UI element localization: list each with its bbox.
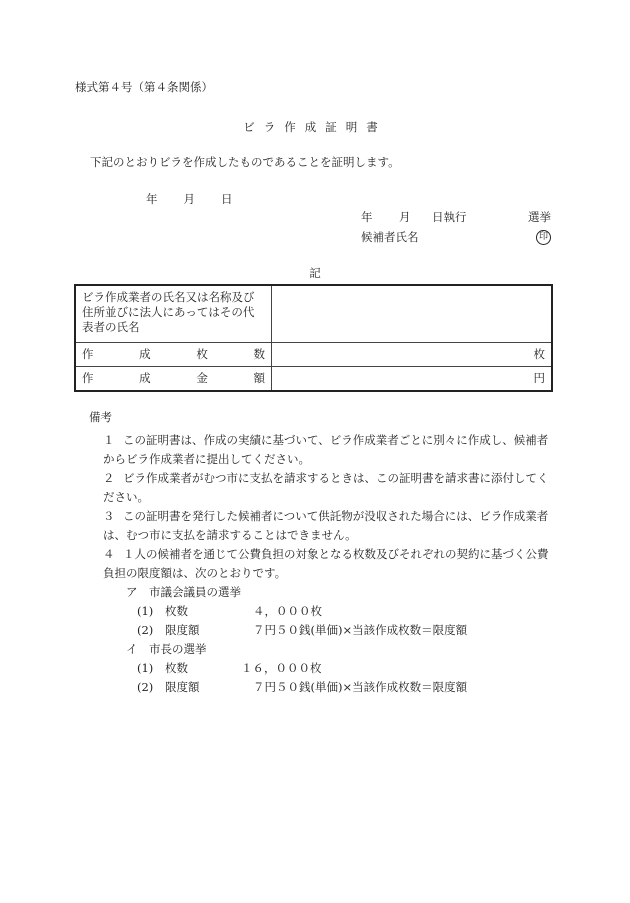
item-value: １６，０００枚 [241, 661, 322, 675]
table-row [75, 367, 552, 392]
note-text: １人の候補者を通じて公費負担の対象となる枚数及びそれぞれの契約に基づく公費負担の限度額は、次のとおりです。 [103, 547, 549, 580]
election-line [361, 212, 551, 224]
election-label: 選挙 [528, 210, 551, 224]
limit-heading-mayor: イ 市長の選挙 [126, 642, 207, 656]
contractor-value [272, 285, 553, 343]
ki-heading: 記 [309, 266, 321, 280]
label-char: 成 [139, 370, 151, 385]
quantity-value [272, 343, 553, 367]
candidate-name-label: 候補者氏名 [361, 230, 419, 244]
note-number: ３ [103, 509, 115, 523]
item-value: ７円５０銭(単価)×当該作成枚数＝限度額 [253, 623, 468, 637]
candidate-line [361, 232, 551, 248]
amount-unit: 円 [533, 370, 545, 385]
issue-date-month: 月 [183, 192, 195, 206]
label-char: 額 [253, 370, 265, 385]
table-row [75, 343, 552, 367]
item-value: ７円５０銭(単価)×当該作成枚数＝限度額 [253, 680, 468, 694]
document-title: ビラ作成証明書 [243, 120, 387, 134]
limit-item [137, 621, 467, 640]
label-char: 作 [82, 346, 94, 361]
limit-item [137, 659, 322, 678]
election-month: 月 [399, 210, 411, 224]
issue-date-year: 年 [146, 192, 158, 206]
note-number: ４ [103, 547, 115, 561]
note-text: ビラ作成業者がむつ市に支払を請求するときは、この証明書を請求書に添付してください。 [103, 471, 549, 504]
form-number: 様式第４号（第４条関係） [75, 80, 213, 94]
item-name: 限度額 [165, 623, 200, 637]
certification-statement: 下記のとおりビラを作成したものであることを証明します。 [90, 155, 400, 169]
note-item [103, 545, 555, 583]
issue-date [146, 194, 233, 206]
election-year: 年 [361, 210, 373, 224]
seal-icon: 印 [536, 230, 551, 245]
issue-date-day: 日 [221, 192, 233, 206]
label-char: 数 [253, 346, 265, 361]
item-name: 枚数 [165, 604, 188, 618]
amount-value [272, 367, 553, 392]
item-number: (1) [137, 604, 154, 618]
limit-item [137, 678, 467, 697]
note-text: この証明書は、作成の実績に基づいて、ビラ作成業者ごとに別々に作成し、候補者からビラ作成業者に提出してください。 [103, 433, 549, 466]
label-char: 金 [196, 370, 208, 385]
item-name: 枚数 [165, 661, 188, 675]
note-item [103, 431, 555, 469]
quantity-unit: 枚 [533, 346, 545, 361]
limit-heading-city-council: ア 市議会議員の選挙 [126, 585, 241, 599]
quantity-label [75, 343, 272, 367]
amount-label [75, 367, 272, 392]
item-number: (1) [137, 661, 154, 675]
note-text: この証明書を発行した候補者について供託物が没収された場合には、ビラ作成業者は、むつ市に支払を請求することはできません。 [103, 509, 549, 542]
item-value: ４，０００枚 [253, 604, 322, 618]
limit-item [137, 602, 322, 621]
label-char: 作 [82, 370, 94, 385]
item-name: 限度額 [165, 680, 200, 694]
item-number: (2) [137, 680, 154, 694]
notes-heading: 備考 [89, 410, 112, 424]
label-char: 成 [139, 346, 151, 361]
item-number: (2) [137, 623, 154, 637]
table-row [75, 285, 552, 343]
election-day-executed: 日執行 [432, 210, 467, 224]
note-number: ２ [103, 471, 115, 485]
note-item [103, 469, 555, 507]
note-number: １ [103, 433, 115, 447]
label-char: 枚 [196, 346, 208, 361]
contractor-label: ビラ作成業者の氏名又は名称及び住所並びに法人にあってはその代表者の氏名 [75, 285, 272, 343]
detail-table [74, 284, 553, 392]
note-item [103, 507, 555, 545]
